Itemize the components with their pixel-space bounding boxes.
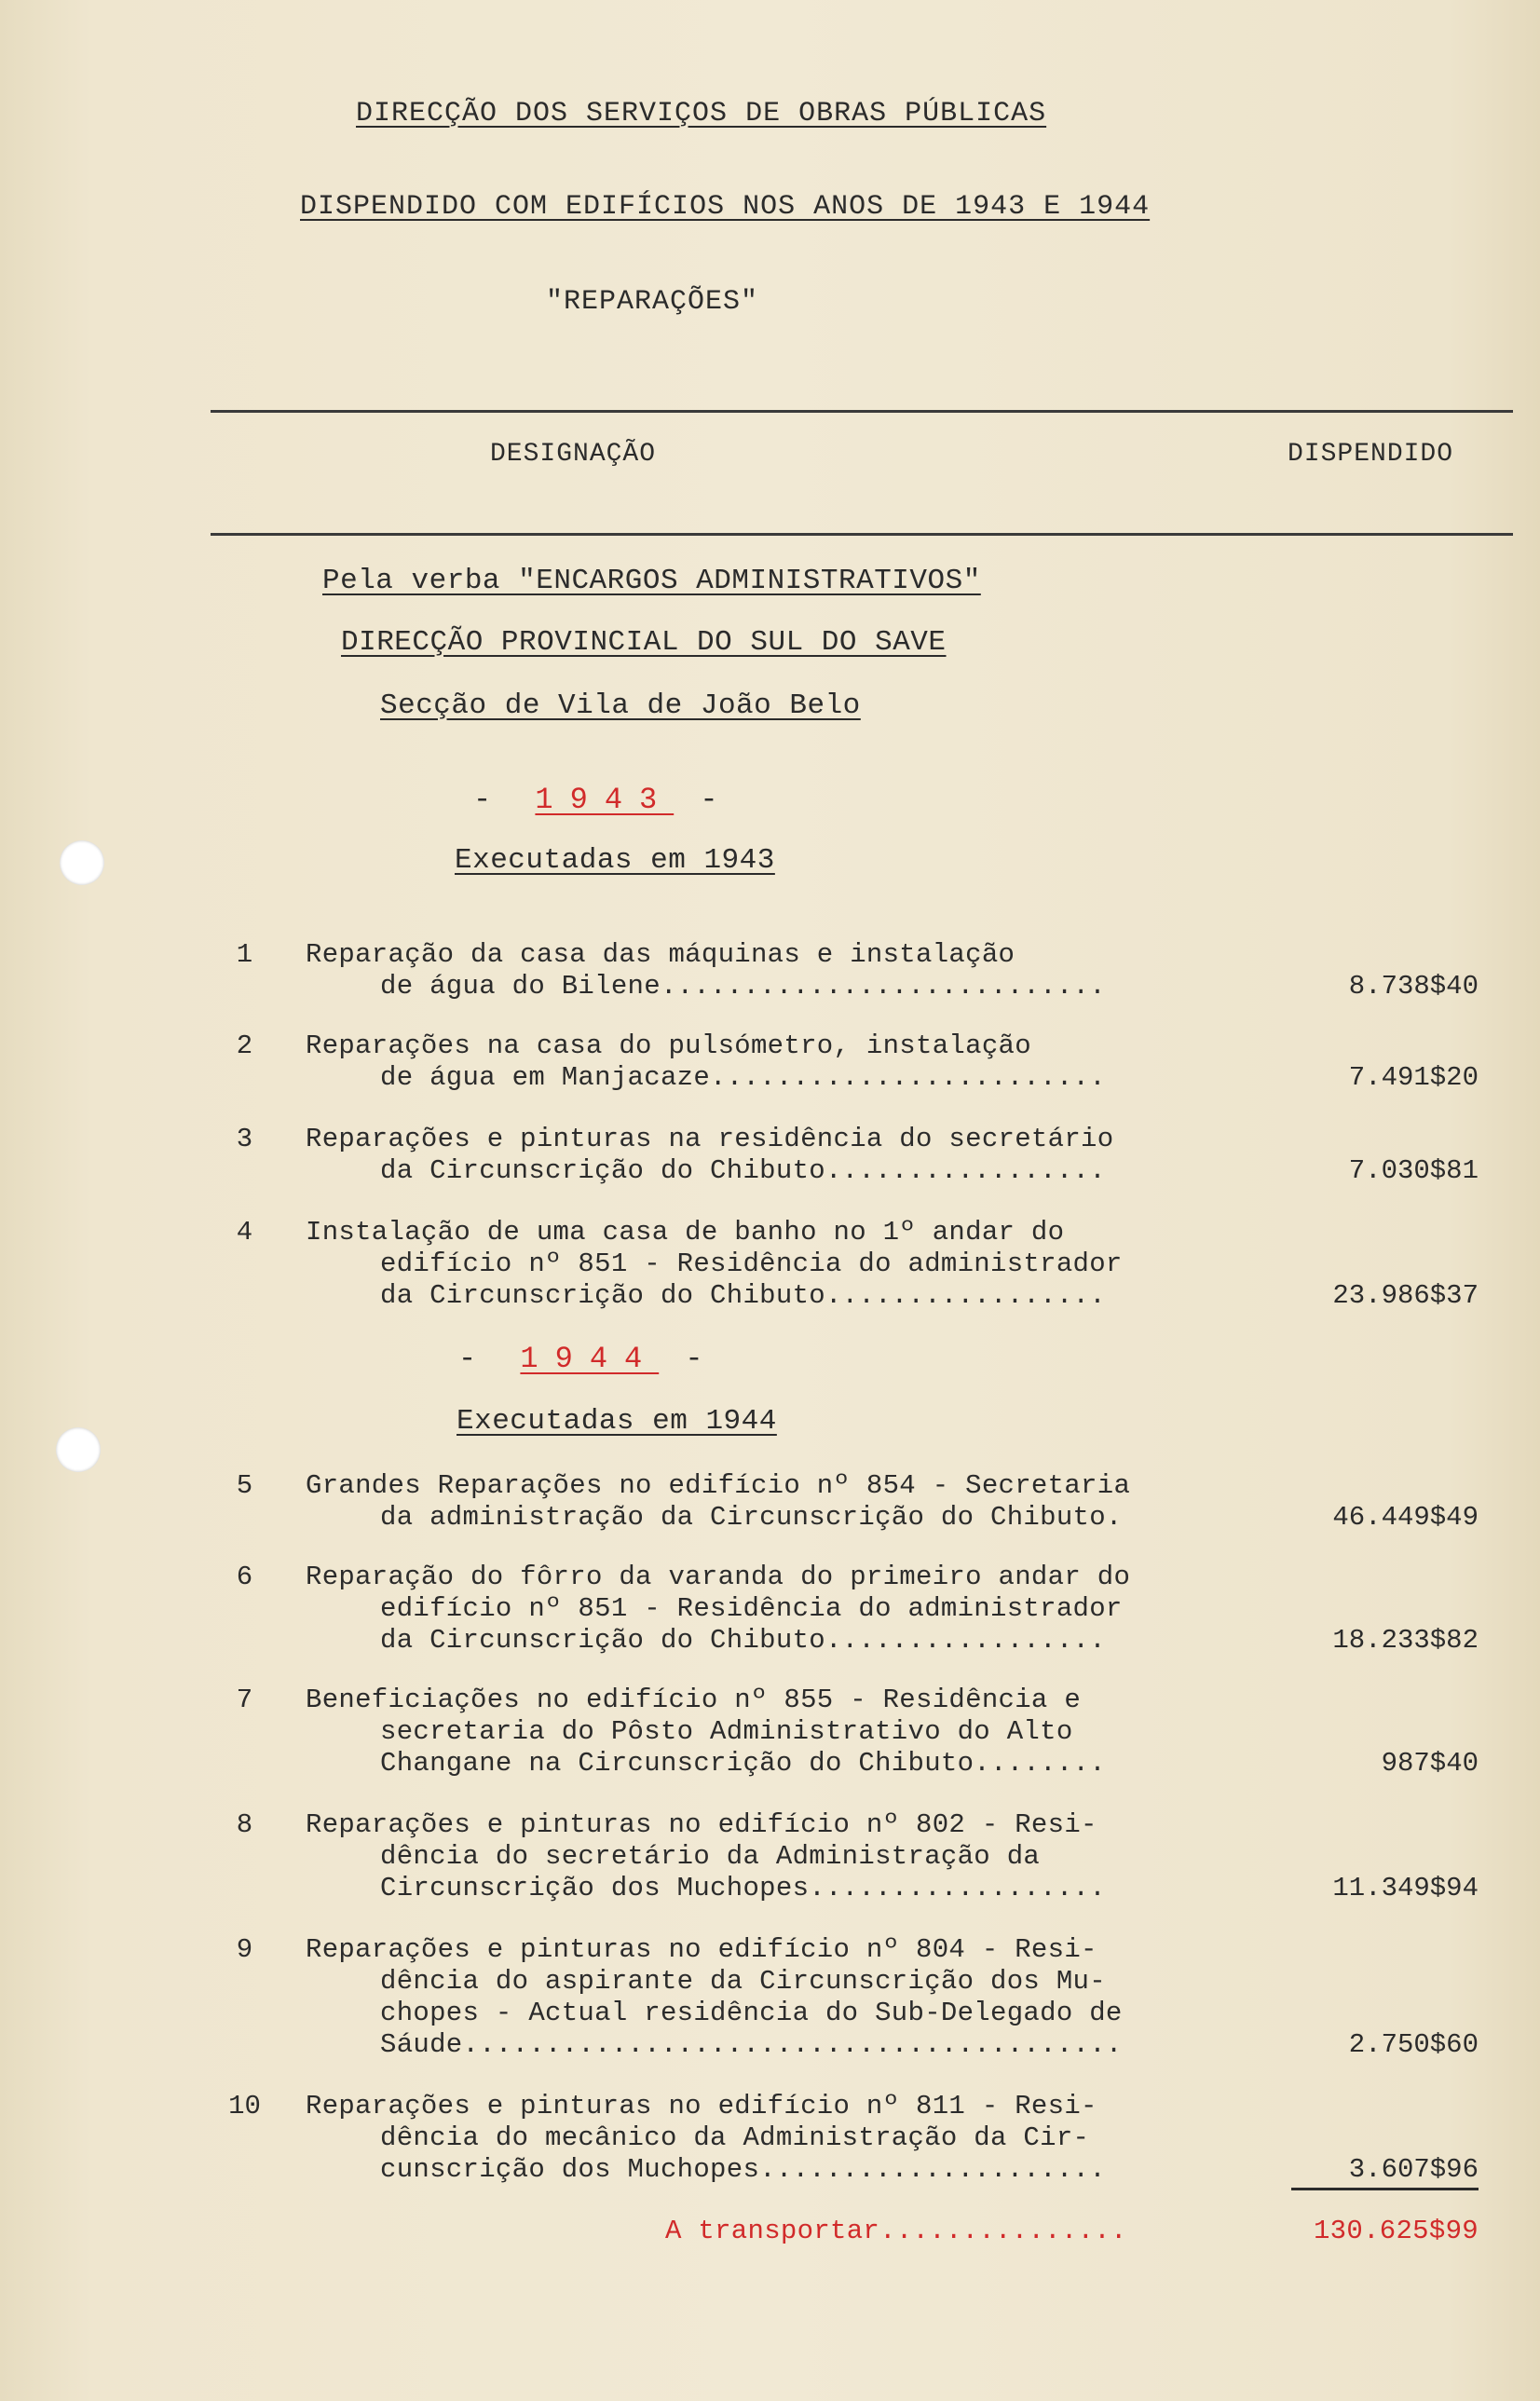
item-amount: 7.491$20 xyxy=(1348,1062,1479,1093)
item-description: Grandes Reparações no edifício nº 854 - Secretaria da administração da Circunscrição do Chibuto. xyxy=(306,1470,1131,1533)
item-number: 1 xyxy=(236,939,253,970)
item-number: 3 xyxy=(236,1124,253,1154)
item-description: Reparação da casa das máquinas e instalação de água do Bilene........................... xyxy=(306,939,1106,1002)
item-description: Reparações na casa do pulsómetro, instalação de água em Manjacaze........................ xyxy=(306,1030,1106,1093)
year-1943-marker: - 1943 - xyxy=(473,783,719,817)
punch-hole-top xyxy=(60,840,104,885)
item-amount: 23.986$37 xyxy=(1332,1280,1479,1311)
table-top-rule xyxy=(211,410,1513,413)
item-description: Reparações e pinturas na residência do secretário da Circunscrição do Chibuto................. xyxy=(306,1124,1114,1186)
item-description: Reparações e pinturas no edifício nº 804 - Resi- dência do aspirante da Circunscrição dos Mu- chopes - Actual residência do Sub-Delegado de Sáude........................................ xyxy=(306,1934,1123,2060)
item-description: Reparações e pinturas no edifício nº 811 - Resi- dência do mecânico da Administração da Cir- cunscrição dos Muchopes..................... xyxy=(306,2091,1106,2185)
item-number: 7 xyxy=(236,1685,253,1715)
item-description: Instalação de uma casa de banho no 1º andar do edifício nº 851 - Residência do administrador da Circunscrição do Chibuto................. xyxy=(306,1217,1123,1311)
item-number: 5 xyxy=(236,1470,253,1501)
item-amount: 11.349$94 xyxy=(1332,1873,1479,1903)
item-number: 10 xyxy=(228,2091,261,2121)
item-number: 9 xyxy=(236,1934,253,1965)
item-amount: 2.750$60 xyxy=(1348,2029,1479,2060)
budget-heading: Pela verba "ENCARGOS ADMINISTRATIVOS" xyxy=(322,565,981,597)
item-description: Reparações e pinturas no edifício nº 802 - Resi- dência do secretário da Administração da Circunscrição dos Muchopes.................. xyxy=(306,1809,1106,1903)
item-description: Beneficiações no edifício nº 855 - Residência e secretaria do Pôsto Administrativo do Alto Changane na Circunscrição do Chibuto........ xyxy=(306,1685,1106,1779)
item-amount: 46.449$49 xyxy=(1332,1502,1479,1533)
column-header-designation: DESIGNAÇÃO xyxy=(490,440,657,469)
item-description: Reparação do fôrro da varanda do primeiro andar do edifício nº 851 - Residência do administrador da Circunscrição do Chibuto................. xyxy=(306,1562,1131,1656)
section-heading: Secção de Vila de João Belo xyxy=(380,689,861,722)
punch-hole-bottom xyxy=(56,1427,101,1472)
carry-forward-label: A transportar............... xyxy=(665,2216,1127,2246)
executed-1944-heading: Executadas em 1944 xyxy=(457,1405,777,1438)
column-header-spent: DISPENDIDO xyxy=(1288,440,1454,469)
header-category: "REPARAÇÕES" xyxy=(546,286,759,318)
table-header-rule xyxy=(211,533,1513,536)
item-number: 4 xyxy=(236,1217,253,1248)
item-amount: 18.233$82 xyxy=(1332,1625,1479,1656)
year-1944-digits: 1944 xyxy=(520,1342,660,1376)
item-number: 8 xyxy=(236,1809,253,1840)
year-1944-marker: - 1944 - xyxy=(458,1342,704,1376)
item-amount: 3.607$96 xyxy=(1291,2154,1479,2190)
directorate-heading: DIRECÇÃO PROVINCIAL DO SUL DO SAVE xyxy=(341,626,947,659)
item-amount: 8.738$40 xyxy=(1348,971,1479,1002)
year-1943-digits: 1943 xyxy=(535,783,675,817)
header-title: DIRECÇÃO DOS SERVIÇOS DE OBRAS PÚBLICAS xyxy=(356,98,1047,130)
item-amount: 987$40 xyxy=(1381,1748,1479,1779)
executed-1943-heading: Executadas em 1943 xyxy=(455,844,775,877)
item-number: 2 xyxy=(236,1030,253,1061)
item-number: 6 xyxy=(236,1562,253,1592)
item-amount: 7.030$81 xyxy=(1348,1155,1479,1186)
header-subtitle: DISPENDIDO COM EDIFÍCIOS NOS ANOS DE 1943 E 1944 xyxy=(300,191,1151,223)
carry-forward-amount: 130.625$99 xyxy=(1313,2216,1479,2246)
